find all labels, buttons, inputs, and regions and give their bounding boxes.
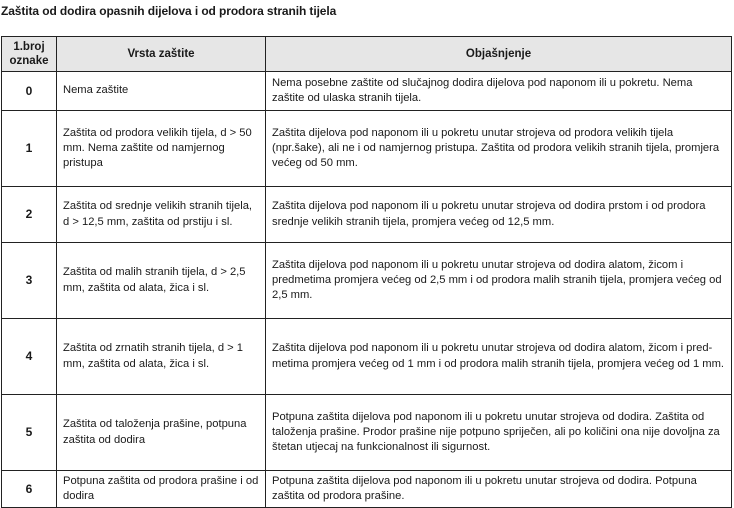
row-number: 5	[2, 395, 57, 471]
row-objasnjenje: Potpuna zaštita dijelova pod naponom ili u pokretu unutar strojeva od dodira. Potpuna zaštita od prodora prašine.	[266, 471, 732, 508]
header-objasnjenje: Objašnjenje	[266, 37, 732, 72]
row-objasnjenje: Nema posebne zaštite od slučajnog dodira dijelova pod naponom ili u pokretu. Nema zaštite od ulaska stranih tijela.	[266, 72, 732, 111]
row-number: 6	[2, 471, 57, 508]
row-objasnjenje: Zaštita dijelova pod naponom ili u pokretu unutar strojeva od prodora velikih tijela (npr.šake), ali ne i od namjernog pristupa. Zaštita od prodora velikih stranih tijela, promjera većeg od 50 mm.	[266, 111, 732, 187]
row-vrsta: Zaštita od prodora velikih tijela, d > 50 mm. Nema zaštite od namjernog pristupa	[57, 111, 266, 187]
table-row	[2, 471, 732, 508]
table-row	[2, 187, 732, 243]
row-objasnjenje: Zaštita dijelova pod naponom ili u pokretu unutar strojeva od dodira alatom, žicom i pred-metima promjera većeg od 1 mm i od prodora malih stranih tijela, promjera većeg od 1 mm.	[266, 319, 732, 395]
row-number: 1	[2, 111, 57, 187]
row-objasnjenje: Zaštita dijelova pod naponom ili u pokretu unutar strojeva od dodira prstom i od prodora srednje velikih stranih tijela, promjera većeg od 12,5 mm.	[266, 187, 732, 243]
row-number: 4	[2, 319, 57, 395]
header-vrsta-zastite: Vrsta zaštite	[57, 37, 266, 72]
table-row	[2, 319, 732, 395]
table-row	[2, 395, 732, 471]
table-title: Zaštita od dodira opasnih dijelova i od prodora stranih tijela	[1, 4, 337, 18]
row-number: 2	[2, 187, 57, 243]
row-objasnjenje: Zaštita dijelova pod naponom ili u pokretu unutar strojeva od dodira alatom, žicom i predmetima promjera većeg od 2,5 mm i od prodora malih stranih tijela, promjera većeg od 2,5 mm.	[266, 243, 732, 319]
row-number: 3	[2, 243, 57, 319]
row-vrsta: Zaštita od srednje velikih stranih tijela, d > 12,5 mm, zaštita od prstiju i sl.	[57, 187, 266, 243]
table-row	[2, 72, 732, 111]
row-vrsta: Zaštita od zrnatih stranih tijela, d > 1 mm, zaštita od alata, žica i sl.	[57, 319, 266, 395]
row-vrsta: Potpuna zaštita od prodora prašine i od dodira	[57, 471, 266, 508]
table-row	[2, 111, 732, 187]
header-broj-oznake: 1.broj oznake	[2, 37, 57, 72]
protection-table	[1, 36, 732, 508]
table-row	[2, 243, 732, 319]
row-vrsta: Zaštita od taloženja prašine, potpuna zaštita od dodira	[57, 395, 266, 471]
row-vrsta: Zaštita od malih stranih tijela, d > 2,5 mm, zaštita od alata, žica i sl.	[57, 243, 266, 319]
row-objasnjenje: Potpuna zaštita dijelova pod naponom ili u pokretu unutar strojeva od dodira. Zaštita od taloženja prašine. Prodor prašine nije potpuno spriječen, ali po količini ona nije dovoljna za štetan utjecaj na funkcionalnost ili sigurnost.	[266, 395, 732, 471]
row-number: 0	[2, 72, 57, 111]
row-vrsta: Nema zaštite	[57, 72, 266, 111]
table-header-row	[2, 37, 732, 72]
